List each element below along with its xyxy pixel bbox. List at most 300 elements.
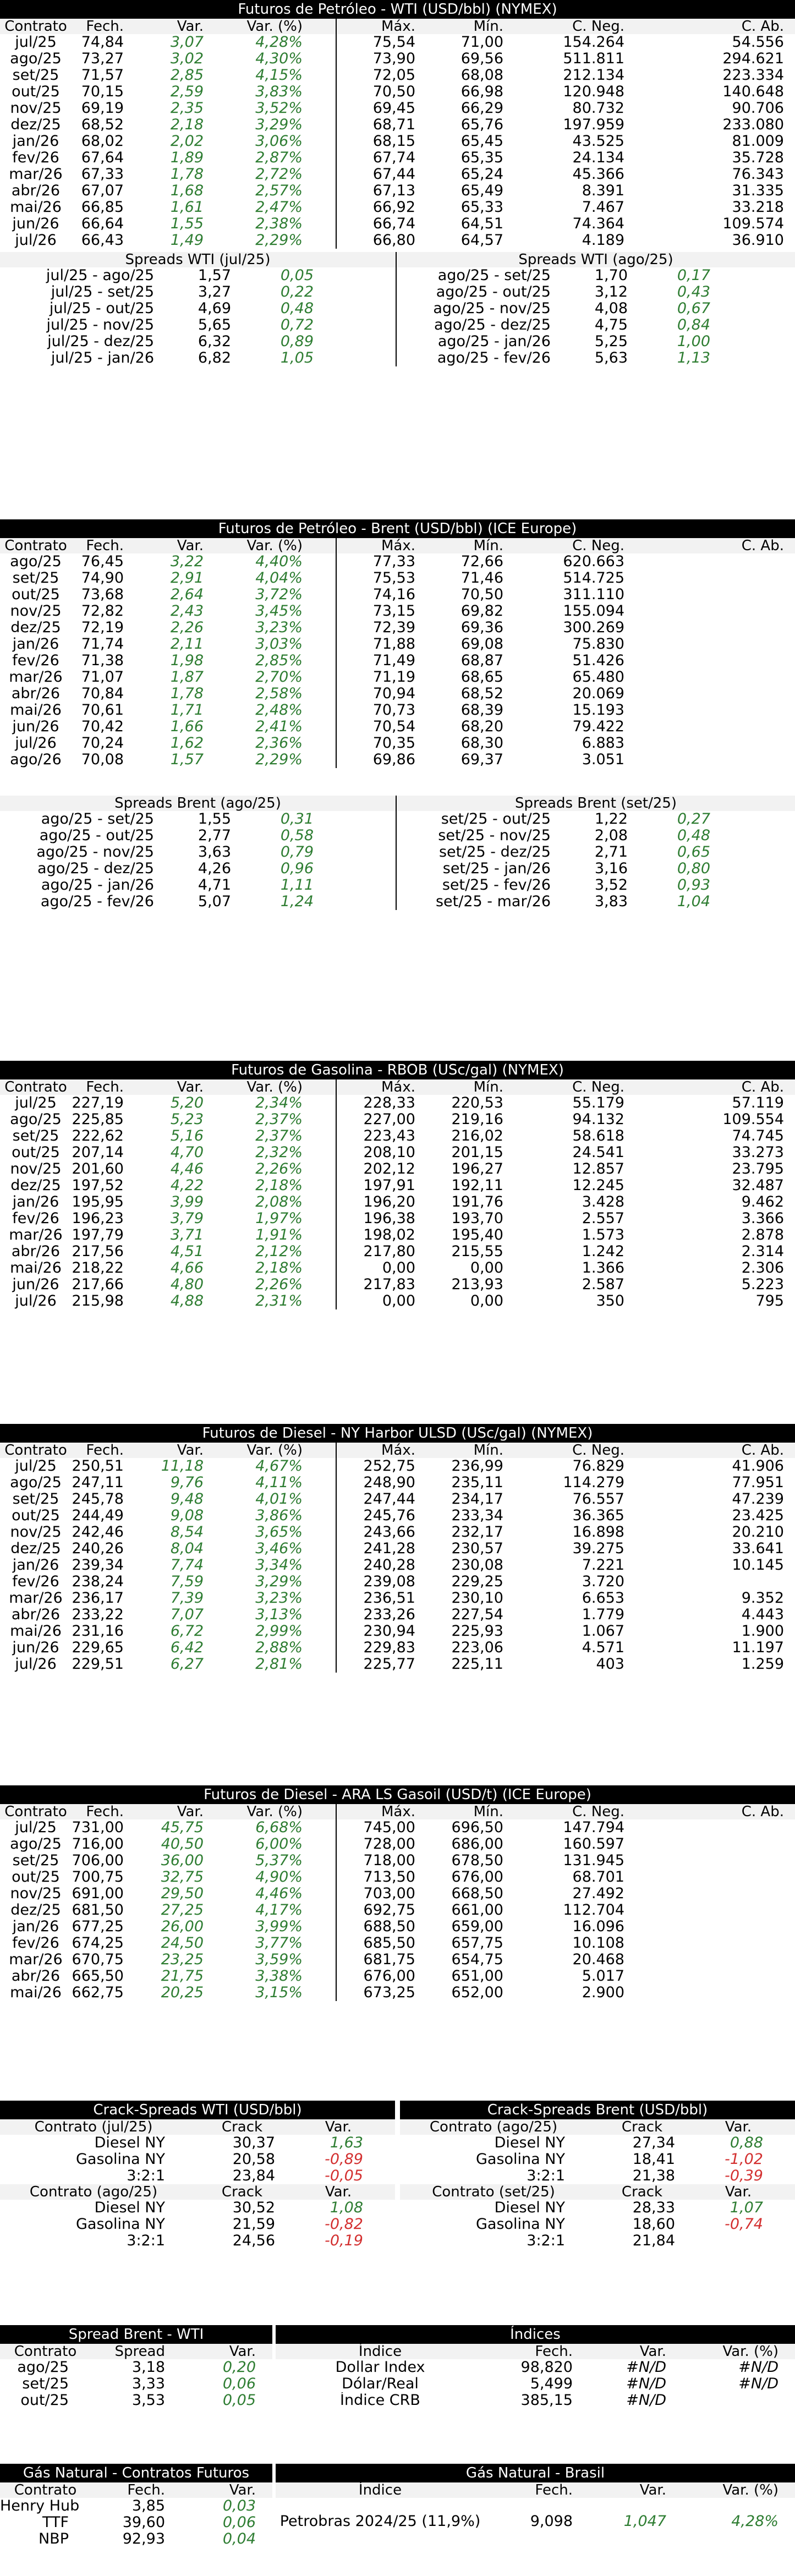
crack_brent-group2-cell: 3:2:1 [527, 2233, 565, 2249]
rbob-cell: 0,00 [336, 1293, 440, 1309]
wti-spread-cell: jul/25 - dez/25 [47, 333, 154, 350]
wti-spread-row [397, 267, 795, 284]
ulsd-cell: 3,86% [255, 1508, 303, 1524]
rbob-cell: 220,53 [451, 1095, 503, 1111]
wti-cell: 65,33 [460, 199, 503, 216]
gasoil-cell: 20,25 [161, 1985, 204, 2001]
wti-cell: 72,05 [336, 67, 440, 84]
crack_wti-group2-row [0, 2216, 395, 2233]
ulsd-header-3: Var. (%) [246, 1443, 303, 1458]
gasoil-row [0, 1869, 795, 1886]
gasoil-cell: 6,00% [255, 1836, 303, 1852]
brent-cell: 71,38 [81, 653, 124, 669]
ulsd-row [0, 1656, 795, 1673]
ulsd-cell: 9.352 [741, 1590, 784, 1607]
wti-spread-cell: 6,32 [198, 333, 231, 350]
brent-cell: 2,64 [170, 587, 204, 603]
brent-cell: 4,40% [255, 553, 303, 570]
crack_wti-group1-cell: Gasolina NY [76, 2151, 165, 2168]
rbob-cell: 795 [755, 1293, 784, 1309]
ulsd-cell: mar/26 [9, 1590, 63, 1607]
wti-spread-cell: 5,63 [594, 350, 628, 366]
crack_brent-group1-cell: Gasolina NY [476, 2151, 565, 2168]
rbob-cell: 222,62 [72, 1128, 124, 1144]
brent-cell: jan/26 [12, 636, 59, 653]
wti-cell: 65,45 [460, 133, 503, 150]
rbob-cell: 225,85 [72, 1111, 124, 1128]
brent-cell: 2,29% [255, 752, 303, 768]
rbob-cell: 213,93 [451, 1276, 503, 1293]
ulsd-header-7: C. Ab. [741, 1443, 784, 1458]
brent-spread-cell: set/25 - out/25 [441, 811, 551, 827]
spread_bw-head-0: Contrato [14, 2344, 77, 2359]
ulsd-cell: out/25 [12, 1508, 60, 1524]
rbob-cell: 195,95 [72, 1194, 124, 1210]
ulsd-header-5: Mín. [473, 1443, 503, 1458]
rbob-cell: fev/26 [12, 1210, 59, 1227]
ulsd-title: Futuros de Diesel - NY Harbor ULSD (USc/gal) (NYMEX) [0, 1424, 795, 1443]
rbob-cell: 223,43 [336, 1128, 440, 1144]
brent-cell: 51.426 [572, 653, 624, 669]
brent-cell: 72,66 [460, 553, 503, 570]
brent-row [0, 570, 795, 587]
wti-cell: 2,35 [170, 100, 204, 117]
indices-title: Índices [276, 2325, 795, 2344]
wti-spread-cell: 1,70 [594, 267, 628, 284]
wti-spreads_left-title: Spreads WTI (jul/25) [0, 252, 396, 267]
brent-spread-cell: 1,55 [198, 811, 231, 827]
crack_brent-group2-cell: -0,74 [725, 2216, 763, 2233]
ulsd-cell: 240,26 [72, 1541, 124, 1557]
rbob-row [0, 1161, 795, 1177]
brent-cell: 72,39 [336, 620, 440, 636]
rbob-cell: 1.242 [582, 1243, 624, 1260]
gasoil-cell: 3,38% [255, 1968, 303, 1985]
spread_bw-head-1: Spread [114, 2344, 165, 2359]
crack_wti-group1-row [0, 2168, 395, 2184]
wti-cell: 120.948 [563, 84, 624, 100]
wti-cell: 75,54 [336, 34, 440, 51]
brent-cell [646, 603, 795, 620]
wti-cell: 197.959 [563, 117, 624, 133]
wti-cell: jun/26 [12, 216, 59, 232]
ulsd-cell: 232,17 [451, 1524, 503, 1541]
gasoil-cell: 5,37% [255, 1852, 303, 1869]
wti-cell: 69,56 [460, 51, 503, 67]
brent-spread-row [397, 827, 795, 844]
ulsd-cell: jun/26 [12, 1640, 59, 1656]
rbob-cell: 196,27 [451, 1161, 503, 1177]
brent-spread-row [397, 844, 795, 861]
brent-spread-cell: 2,77 [198, 827, 231, 844]
ulsd-cell: 33.641 [732, 1541, 784, 1557]
rbob-cell: mar/26 [9, 1227, 63, 1243]
gas_br-cell: 1,047 [623, 2513, 666, 2530]
rbob-cell: 5.223 [741, 1276, 784, 1293]
ulsd-cell: 4.571 [582, 1640, 624, 1656]
brent-header-3: Var. (%) [246, 538, 303, 553]
wti-spread-row [0, 317, 396, 333]
rbob-cell: 2,31% [255, 1293, 303, 1309]
wti-section [0, 0, 795, 366]
gas_fut-cell: 3,85 [131, 2498, 165, 2514]
gasoil-cell: 3,77% [255, 1935, 303, 1952]
ulsd-cell: 3,65% [255, 1524, 303, 1541]
brent-cell: 3.051 [582, 752, 624, 768]
indices-cell: 5,499 [530, 2376, 573, 2392]
ulsd-cell: 1.900 [741, 1623, 784, 1640]
crack_brent-group2-header [400, 2184, 795, 2200]
brent-row [0, 752, 795, 768]
wti-cell: set/25 [12, 67, 59, 84]
wti-row [0, 34, 795, 51]
rbob-cell: mai/26 [10, 1260, 62, 1276]
wti-cell: abr/26 [11, 183, 61, 199]
gasoil-cell: ago/25 [10, 1836, 62, 1852]
brent-spread-cell: set/25 - dez/25 [438, 844, 551, 861]
wti-cell: 67,64 [81, 150, 124, 166]
wti-cell: 65,35 [460, 150, 503, 166]
brent-row [0, 636, 795, 653]
brent-cell: 65.480 [572, 669, 624, 686]
rbob-header-2: Var. [177, 1079, 204, 1095]
wti-spread-cell: 0,67 [677, 300, 710, 317]
ulsd-cell: 238,24 [72, 1574, 124, 1590]
gasoil-cell: 676,00 [336, 1968, 440, 1985]
gasoil-cell [646, 1919, 795, 1935]
wti-spread-cell: 5,25 [594, 333, 628, 350]
wti-spread-cell: ago/25 - set/25 [437, 267, 551, 284]
indices-head-1: Fech. [535, 2344, 573, 2359]
wti-cell: 65,76 [460, 117, 503, 133]
brent-cell: 3,23% [255, 620, 303, 636]
wti-row [0, 183, 795, 199]
crack_brent-group1-row [400, 2135, 795, 2151]
gasoil-cell: 3,15% [255, 1985, 303, 2001]
ulsd-cell: 20.210 [732, 1524, 784, 1541]
wti-cell: 154.264 [563, 34, 624, 51]
ulsd-cell: 236,51 [336, 1590, 440, 1607]
wti-cell: mai/26 [10, 199, 62, 216]
wti-spread-cell: jul/25 - jan/26 [51, 350, 154, 366]
gasoil-cell: nov/25 [10, 1886, 62, 1902]
ulsd-row [0, 1475, 795, 1491]
gasoil-cell: 147.794 [563, 1819, 624, 1836]
rbob-cell: 94.132 [572, 1111, 624, 1128]
wti-cell: 64,51 [460, 216, 503, 232]
ulsd-row [0, 1607, 795, 1623]
brent-cell: 71,46 [460, 570, 503, 587]
rbob-cell: 217,56 [72, 1243, 124, 1260]
wti-cell: 212.134 [563, 67, 624, 84]
crack_brent-group2-head-1: Crack [621, 2184, 663, 2200]
gasoil-cell: 668,50 [451, 1886, 503, 1902]
gasoil-cell: 40,50 [161, 1836, 204, 1852]
crack-section [0, 2101, 795, 2249]
rbob-cell: 219,16 [451, 1111, 503, 1128]
wti-spread-cell: 1,05 [280, 350, 314, 366]
brent-spreads [0, 796, 795, 910]
rbob-header-4: Máx. [336, 1079, 440, 1095]
wti-spread-cell: ago/25 - nov/25 [433, 300, 551, 317]
gas_fut-cell: 0,06 [222, 2514, 256, 2531]
rbob-cell: 55.179 [572, 1095, 624, 1111]
ulsd-cell: 4,11% [255, 1475, 303, 1491]
brent-spread-cell: 3,52 [594, 877, 628, 894]
rbob-title: Futuros de Gasolina - RBOB (USc/gal) (NYMEX) [0, 1061, 795, 1079]
crack_brent-group1-cell: 21,38 [632, 2168, 675, 2184]
crack_brent-group1-cell: 18,41 [632, 2151, 675, 2168]
gasoil-cell: 716,00 [72, 1836, 124, 1852]
ulsd-cell: 230,10 [451, 1590, 503, 1607]
brent-cell: 70,73 [336, 702, 440, 719]
indices-cell: Índice CRB [340, 2392, 420, 2409]
brent-spread-cell: 0,27 [677, 811, 710, 827]
crack_wti-group2-header [0, 2184, 395, 2200]
ulsd-cell: 7,59 [170, 1574, 204, 1590]
gasoil-header-5: Mín. [473, 1804, 503, 1819]
crack_wti-group2-head-0: Contrato (ago/25) [29, 2184, 158, 2200]
gasoil-cell [646, 1968, 795, 1985]
brent-cell: 620.663 [563, 553, 624, 570]
crack_wti-group2-row [0, 2233, 395, 2249]
brent-cell: 2,91 [170, 570, 204, 587]
ulsd-cell: 233,22 [72, 1607, 124, 1623]
ulsd-cell: fev/26 [12, 1574, 59, 1590]
crack_wti-group1-header [0, 2119, 395, 2135]
ulsd-row [0, 1640, 795, 1656]
ulsd-cell: 2,88% [255, 1640, 303, 1656]
brent-cell: 74,90 [81, 570, 124, 587]
wti-spread-cell: ago/25 - out/25 [436, 284, 551, 300]
indices-head-3: Var. (%) [722, 2344, 778, 2359]
wti-spread-cell: 5,65 [198, 317, 231, 333]
rbob-cell: 207,14 [72, 1144, 124, 1161]
brent-cell: 15.193 [572, 702, 624, 719]
wti-spread-cell: jul/25 - ago/25 [46, 267, 154, 284]
gasoil-row [0, 1902, 795, 1919]
brent-cell [646, 636, 795, 653]
wti-spread-cell: ago/25 - dez/25 [434, 317, 551, 333]
wti-cell: 2,38% [255, 216, 303, 232]
brent-cell: 1,62 [170, 735, 204, 752]
brent-spread-cell: ago/25 - jan/26 [41, 877, 154, 894]
ulsd-header-6: C. Neg. [572, 1443, 624, 1458]
wti-cell: 1,89 [170, 150, 204, 166]
rbob-row [0, 1111, 795, 1128]
brent-cell: 71,19 [336, 669, 440, 686]
brent-spread-row [0, 877, 396, 894]
ulsd-cell: 6,27 [170, 1656, 204, 1673]
wti-spread-cell: 3,12 [594, 284, 628, 300]
brent-cell: set/25 [12, 570, 59, 587]
rbob-cell: 3.428 [582, 1194, 624, 1210]
wti-cell: 67,44 [336, 166, 440, 183]
wti-cell: 24.134 [572, 150, 624, 166]
ulsd-row [0, 1541, 795, 1557]
ulsd-cell: 16.898 [572, 1524, 624, 1541]
wti-header-4: Máx. [336, 19, 440, 34]
gasoil-cell: 685,50 [336, 1935, 440, 1952]
gasoil-cell: 728,00 [336, 1836, 440, 1852]
crack_wti-group2-cell: 1,08 [330, 2200, 363, 2216]
indices-cell: 98,820 [520, 2359, 573, 2376]
gasoil-cell: 6,68% [255, 1819, 303, 1836]
wti-cell: nov/25 [10, 100, 62, 117]
wti-row [0, 51, 795, 67]
wti-cell: 4,30% [255, 51, 303, 67]
ulsd-section [0, 1424, 795, 1673]
wti-cell: 70,50 [336, 84, 440, 100]
wti-spread-cell: jul/25 - set/25 [51, 284, 154, 300]
wti-cell: 66,98 [460, 84, 503, 100]
ulsd-cell: 7,39 [170, 1590, 204, 1607]
brent-cell: 68,65 [460, 669, 503, 686]
gas_fut-header [0, 2482, 272, 2498]
rbob-cell: 3,71 [170, 1227, 204, 1243]
indices-row [276, 2359, 795, 2376]
gas_fut-cell: 92,93 [122, 2531, 165, 2547]
ulsd-cell: 9,48 [170, 1491, 204, 1508]
wti-spread-cell: 0,48 [280, 300, 314, 317]
brent-spread-cell: 0,48 [677, 827, 710, 844]
ulsd-cell: 233,34 [451, 1508, 503, 1524]
ulsd-cell: 229,83 [336, 1640, 440, 1656]
wti-cell: 3,52% [255, 100, 303, 117]
gasoil-cell: 745,00 [336, 1819, 440, 1836]
gasoil-cell: jul/25 [15, 1819, 57, 1836]
rbob-cell: 218,22 [72, 1260, 124, 1276]
rbob-cell: 2.557 [582, 1210, 624, 1227]
wti-spread-cell: 0,17 [677, 267, 710, 284]
brent-cell: 2,58% [255, 686, 303, 702]
gasoil-cell: 68.701 [572, 1869, 624, 1886]
brent-cell: 76,45 [81, 553, 124, 570]
brent-cell: 70,35 [336, 735, 440, 752]
rbob-row [0, 1128, 795, 1144]
brent-cell: 70,50 [460, 587, 503, 603]
ulsd-cell: nov/25 [10, 1524, 62, 1541]
wti-cell: 81.009 [732, 133, 784, 150]
wti-cell: 74.364 [572, 216, 624, 232]
rbob-cell: out/25 [12, 1144, 60, 1161]
crack_wti-group1-row [0, 2151, 395, 2168]
crack_brent-group1-head-0: Contrato (ago/25) [429, 2119, 558, 2135]
brent-cell: 2,70% [255, 669, 303, 686]
wti-cell: 66,92 [336, 199, 440, 216]
rbob-cell: 208,10 [336, 1144, 440, 1161]
gasoil-row [0, 1886, 795, 1902]
gasoil-cell: 23,25 [161, 1952, 204, 1968]
wti-cell: 68,02 [81, 133, 124, 150]
brent-cell: dez/25 [10, 620, 61, 636]
rbob-cell: 195,40 [451, 1227, 503, 1243]
brent-spread-cell: 0,31 [280, 811, 314, 827]
wti-cell: 66,74 [336, 216, 440, 232]
crack-brent-title: Crack-Spreads Brent (USD/bbl) [400, 2101, 795, 2119]
wti-spread-row [397, 284, 795, 300]
ulsd-cell: 248,90 [336, 1475, 440, 1491]
wti-cell: dez/25 [10, 117, 61, 133]
crack_brent-group1-header [400, 2119, 795, 2135]
ulsd-header-0: Contrato [4, 1443, 67, 1458]
wti-spread-row [397, 317, 795, 333]
wti-spread-cell: 0,05 [280, 267, 314, 284]
spread_bw-cell: 0,06 [222, 2376, 256, 2392]
rbob-cell: 2,34% [255, 1095, 303, 1111]
brent-cell: 3,22 [170, 553, 204, 570]
rbob-cell: 2.314 [741, 1243, 784, 1260]
spread_bw-cell: set/25 [22, 2376, 69, 2392]
gas_br-head-1: Fech. [535, 2482, 573, 2498]
ulsd-cell: jul/25 [15, 1458, 57, 1475]
ulsd-cell: 230,94 [336, 1623, 440, 1640]
spread_bw-cell: ago/25 [17, 2359, 69, 2376]
brent-cell: 20.069 [572, 686, 624, 702]
brent-header-5: Mín. [473, 538, 503, 553]
crack_wti-group1-cell: 30,37 [232, 2135, 275, 2151]
ulsd-cell: 230,08 [451, 1557, 503, 1574]
brent-spread-cell: 1,11 [280, 877, 314, 894]
rbob-cell: 0,00 [470, 1293, 503, 1309]
wti-cell: 2,02 [170, 133, 204, 150]
gas_fut-head-0: Contrato [14, 2482, 77, 2498]
rbob-cell: 4,70 [170, 1144, 204, 1161]
brent-row [0, 735, 795, 752]
brent-cell: fev/26 [12, 653, 59, 669]
wti-cell: 65,49 [460, 183, 503, 199]
gasoil-cell: 681,75 [336, 1952, 440, 1968]
ulsd-cell: 231,16 [72, 1623, 124, 1640]
crack_wti-group1-cell: 20,58 [232, 2151, 275, 2168]
brent-cell: 68,39 [460, 702, 503, 719]
gasoil-cell: 2.900 [582, 1985, 624, 2001]
crack-wti-block [0, 2101, 395, 2249]
rbob-cell: 216,02 [451, 1128, 503, 1144]
brent-cell: 1,98 [170, 653, 204, 669]
brent-cell: 70,42 [81, 719, 124, 735]
brent-cell: 73,68 [81, 587, 124, 603]
crack_brent-group2-cell: 28,33 [632, 2200, 675, 2216]
brent-spread-cell: 4,71 [198, 877, 231, 894]
brent-cell: 72,19 [81, 620, 124, 636]
brent-cell: 3,72% [255, 587, 303, 603]
ulsd-cell: 36.365 [572, 1508, 624, 1524]
rbob-row [0, 1260, 795, 1276]
wti-spread-row [0, 267, 396, 284]
rbob-row [0, 1293, 795, 1309]
brent-spread-row [0, 811, 396, 827]
rbob-cell: 2,18% [255, 1177, 303, 1194]
gasoil-cell: 659,00 [451, 1919, 503, 1935]
brent-header-row [0, 538, 795, 553]
brent-cell: 2,11 [170, 636, 204, 653]
wti-spread-cell: 3,27 [198, 284, 231, 300]
rbob-cell: dez/25 [10, 1177, 61, 1194]
brent-header-2: Var. [177, 538, 204, 553]
crack_brent-group1-cell: -1,02 [725, 2151, 763, 2168]
gasoil-row [0, 1819, 795, 1836]
gasoil-cell: 160.597 [563, 1836, 624, 1852]
gasoil-cell [646, 1886, 795, 1902]
brent-spread-cell: ago/25 - fev/26 [40, 894, 154, 910]
wti-header-1: Fech. [86, 19, 124, 34]
ulsd-cell: 235,11 [451, 1475, 503, 1491]
crack_brent-group2-row [400, 2233, 795, 2249]
wti-cell: ago/25 [10, 51, 62, 67]
wti-cell: 68,71 [336, 117, 440, 133]
wti-cell: 68,15 [336, 133, 440, 150]
